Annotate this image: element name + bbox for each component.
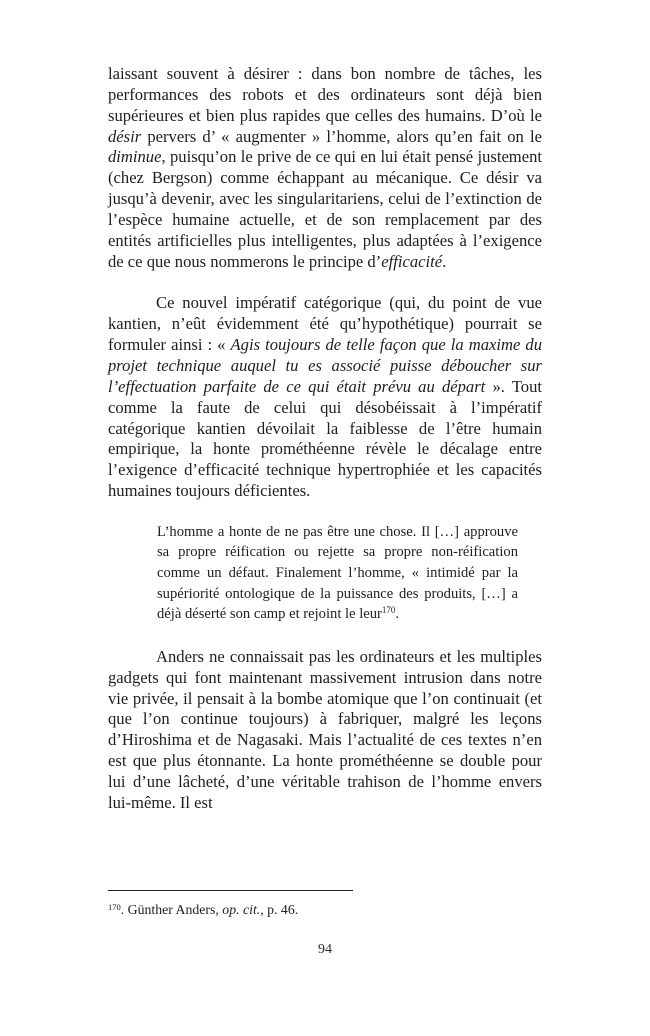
footnote-number: 170	[108, 902, 121, 912]
italic-efficacite: efficacité	[381, 251, 443, 271]
page-body	[108, 64, 542, 814]
text-run: ». Tout comme la faute de celui qui désobéissait à l’impératif catégorique kantien dévoilait la faiblesse de l’être humain empirique, la honte prométhéenne révèle le décalage entre l’exigence d’efficacité technique hypertrophiée et les capacités humaines toujours déficientes.	[108, 376, 542, 501]
text-run: , p. 46.	[260, 902, 299, 917]
footnote-divider	[108, 890, 353, 891]
quote-text: L’homme a honte de ne pas être une chose. Il […] approuve sa propre réification ou rejette sa propre non-réification comme un défaut. Finalement l’homme, « intimidé par la supériorité ontologique de la puissance des produits, […] a déjà déserté son camp et rejoint le leur	[157, 523, 518, 623]
paragraph-1	[108, 64, 542, 272]
italic-diminue: diminue	[108, 147, 162, 167]
paragraph-3	[108, 647, 542, 814]
text-run: , puisqu’on le prive de ce qui en lui était pensé justement (chez Bergson) comme échappant au mécanique. Ce désir va jusqu’à devenir, avec les singularitariens, celui de l’extinction de l’espèce humaine actuelle, et de son remplacement par des entités artificielles plus intelligentes, plus adaptées à l’exigence de ce que nous nommerons le principe d’	[108, 147, 542, 271]
italic-op-cit: op. cit.	[222, 902, 261, 917]
text-run: . Günther Anders,	[120, 902, 223, 917]
text-run: .	[442, 251, 447, 271]
block-quote	[157, 522, 518, 625]
footnote	[108, 901, 542, 919]
paragraph-2	[108, 293, 542, 501]
footnote-reference[interactable]: 170	[381, 605, 396, 616]
text-run: Anders ne connaissait pas les ordinateurs et les multiples gadgets qui font maintenant massivement intrusion dans notre vie privée, il pensait à la bombe atomique que l’on continuait (et que l’on continue toujours) à fabriquer, malgré les leçons d’Hiroshima et de Nagasaki. Mais l’actualité de ces textes n’en est que plus étonnante. La honte prométhéenne se double pour lui d’une lâcheté, d’une véritable trahison de l’homme envers lui-même. Il est	[108, 646, 542, 812]
text-run: pervers d’ « augmenter » l’homme, alors qu’en fait on le	[141, 126, 542, 146]
text-run: Ce nouvel impératif catégorique (qui, du point de vue kantien, n’eût évidemment été qu’hypothétique) pourrait se formuler ainsi : «	[108, 293, 542, 355]
text-run: .	[395, 606, 400, 623]
text-run: laissant souvent à désirer : dans bon nombre de tâches, les performances des robots et des ordinateurs sont déjà bien supérieures et bien plus rapides que celles des humains. D’où le	[108, 64, 542, 125]
italic-desir: désir	[108, 126, 142, 146]
page-number: 94	[318, 942, 332, 957]
italic-maxim: Agis toujours de telle façon que la maxime du projet technique auquel tu es associé puisse déboucher sur l’effectuation parfaite de ce qui était prévu au départ	[108, 335, 542, 396]
